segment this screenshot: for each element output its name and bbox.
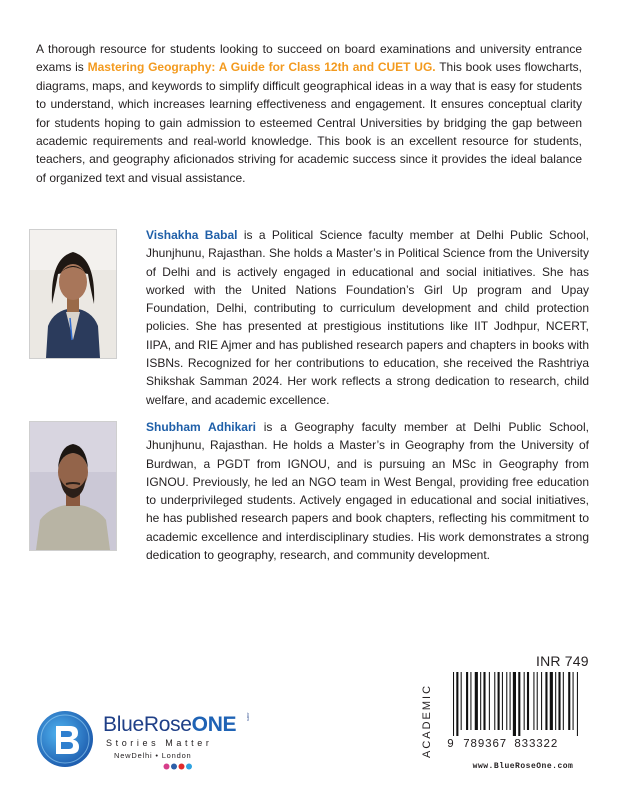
isbn-digits: 789367 833322	[463, 738, 558, 751]
barcode-bar	[506, 672, 507, 730]
barcode-bar	[537, 672, 538, 730]
author-bio-body: is a Political Science faculty member at Delhi Public School, Jhunjhunu, Rajasthan. She holds a Master’s in Political Science from the University of Delhi and is actively engaged in educational and social initiatives. She has worked with the United Nations Foundation’s Girl Up program and Upay Foundation, Delhi, contributing to curriculum development and child protection policies. She has presented at prestigious institutions like IIT Jodhpur, NCERT, IIPA, and RIE Ajmer and has published research papers and chapters in books with ISBNs. Recognized for her contributions to education, she received the Rashtriya Shikshak Samman 2024. Her work reflects a strong dedication to research, child welfare, and academic excellence.	[146, 228, 589, 407]
category-label: ACADEMIC	[421, 683, 433, 758]
barcode-bar	[513, 672, 516, 736]
barcode-bar	[545, 672, 547, 730]
barcode-bar	[568, 672, 570, 730]
author-bio-body: is a Geography faculty member at Delhi Public School, Jhunjhunu, Rajasthan. He holds a Master’s in Geography from the University of Burdwan, a PGDT from IGNOU, and is pursuing an MSc in Geography from IGNOU. Previously, he led an NGO team in West Bengal, providing free education to underprivileged students. Actively engaged in educational and social initiatives, he has published research papers and book chapters, reflecting his commitment to academic excellence and interdisciplinary studies. His work demonstrates a strong dedication to geography, research, and community development.	[146, 420, 589, 563]
barcode-bar	[563, 672, 564, 730]
social-media-icons	[163, 763, 193, 770]
barcode-bar	[483, 672, 485, 730]
barcode-bar	[533, 672, 534, 730]
price-label: INR 749	[536, 653, 589, 669]
barcode-bar	[475, 672, 478, 730]
barcode-bar	[550, 672, 553, 730]
barcode-bar	[453, 672, 454, 736]
barcode-bar	[510, 672, 511, 730]
description-part-1: A thorough resource for students looking to succeed on board examinations and university entrance exams is	[36, 42, 582, 75]
publisher-emblem-icon	[36, 710, 94, 768]
barcode-bar	[494, 672, 495, 730]
barcode-bar	[456, 672, 458, 736]
author-bio-text	[146, 418, 589, 564]
barcode-bar	[518, 672, 520, 736]
barcode-bar	[558, 672, 560, 730]
barcode-bar	[555, 672, 556, 730]
barcode-bar	[527, 672, 529, 730]
barcode-bar	[573, 672, 574, 730]
barcode-bar	[541, 672, 542, 730]
publisher-domain-mark: .com	[246, 712, 251, 721]
publisher-website: www.BlueRoseOne.com	[472, 762, 574, 771]
author-photo-shubham	[29, 421, 117, 551]
publisher-brand-name: BlueRoseONE	[103, 713, 237, 736]
barcode-bar	[502, 672, 503, 730]
author-name: Shubham Adhikari	[146, 420, 256, 434]
isbn-lead-digit: 9	[447, 738, 454, 751]
barcode-bar	[470, 672, 471, 730]
barcode-bar	[480, 672, 481, 730]
book-description	[36, 40, 582, 187]
barcode-bar	[489, 672, 490, 730]
author-bio-text	[146, 226, 589, 409]
publisher-tagline: Stories Matter	[106, 738, 213, 748]
barcode-bar	[577, 672, 578, 736]
barcode-bar	[461, 672, 462, 730]
book-title-highlight: Mastering Geography: A Guide for Class 12th and CUET UG.	[87, 60, 436, 75]
publisher-logo	[36, 704, 276, 774]
description-part-2: This book uses flowcharts, diagrams, maps, and keywords to simplify difficult geographical ideas in a way that is easy for students to understand, which increases learning effectiveness and engagement. It ensures conceptual clarity for students hoping to gain admission to esteemed Central Universities by bridging the gap between academic requirements and real-world knowledge. This book is an excellent resource for students, teachers, and geography aficionados striving for academic success since it provides the ideal balance of organized text and visual assistance.	[36, 60, 582, 185]
barcode-bar	[498, 672, 500, 730]
author-photo-vishakha	[29, 229, 117, 359]
author-portrait-image	[30, 422, 116, 550]
author-portrait-image	[30, 230, 116, 358]
author-name: Vishakha Babal	[146, 228, 238, 242]
publisher-cities: NewDelhi • London	[114, 751, 192, 760]
barcode-bar	[466, 672, 468, 730]
barcode-bar	[524, 672, 525, 730]
isbn-barcode	[452, 672, 590, 736]
